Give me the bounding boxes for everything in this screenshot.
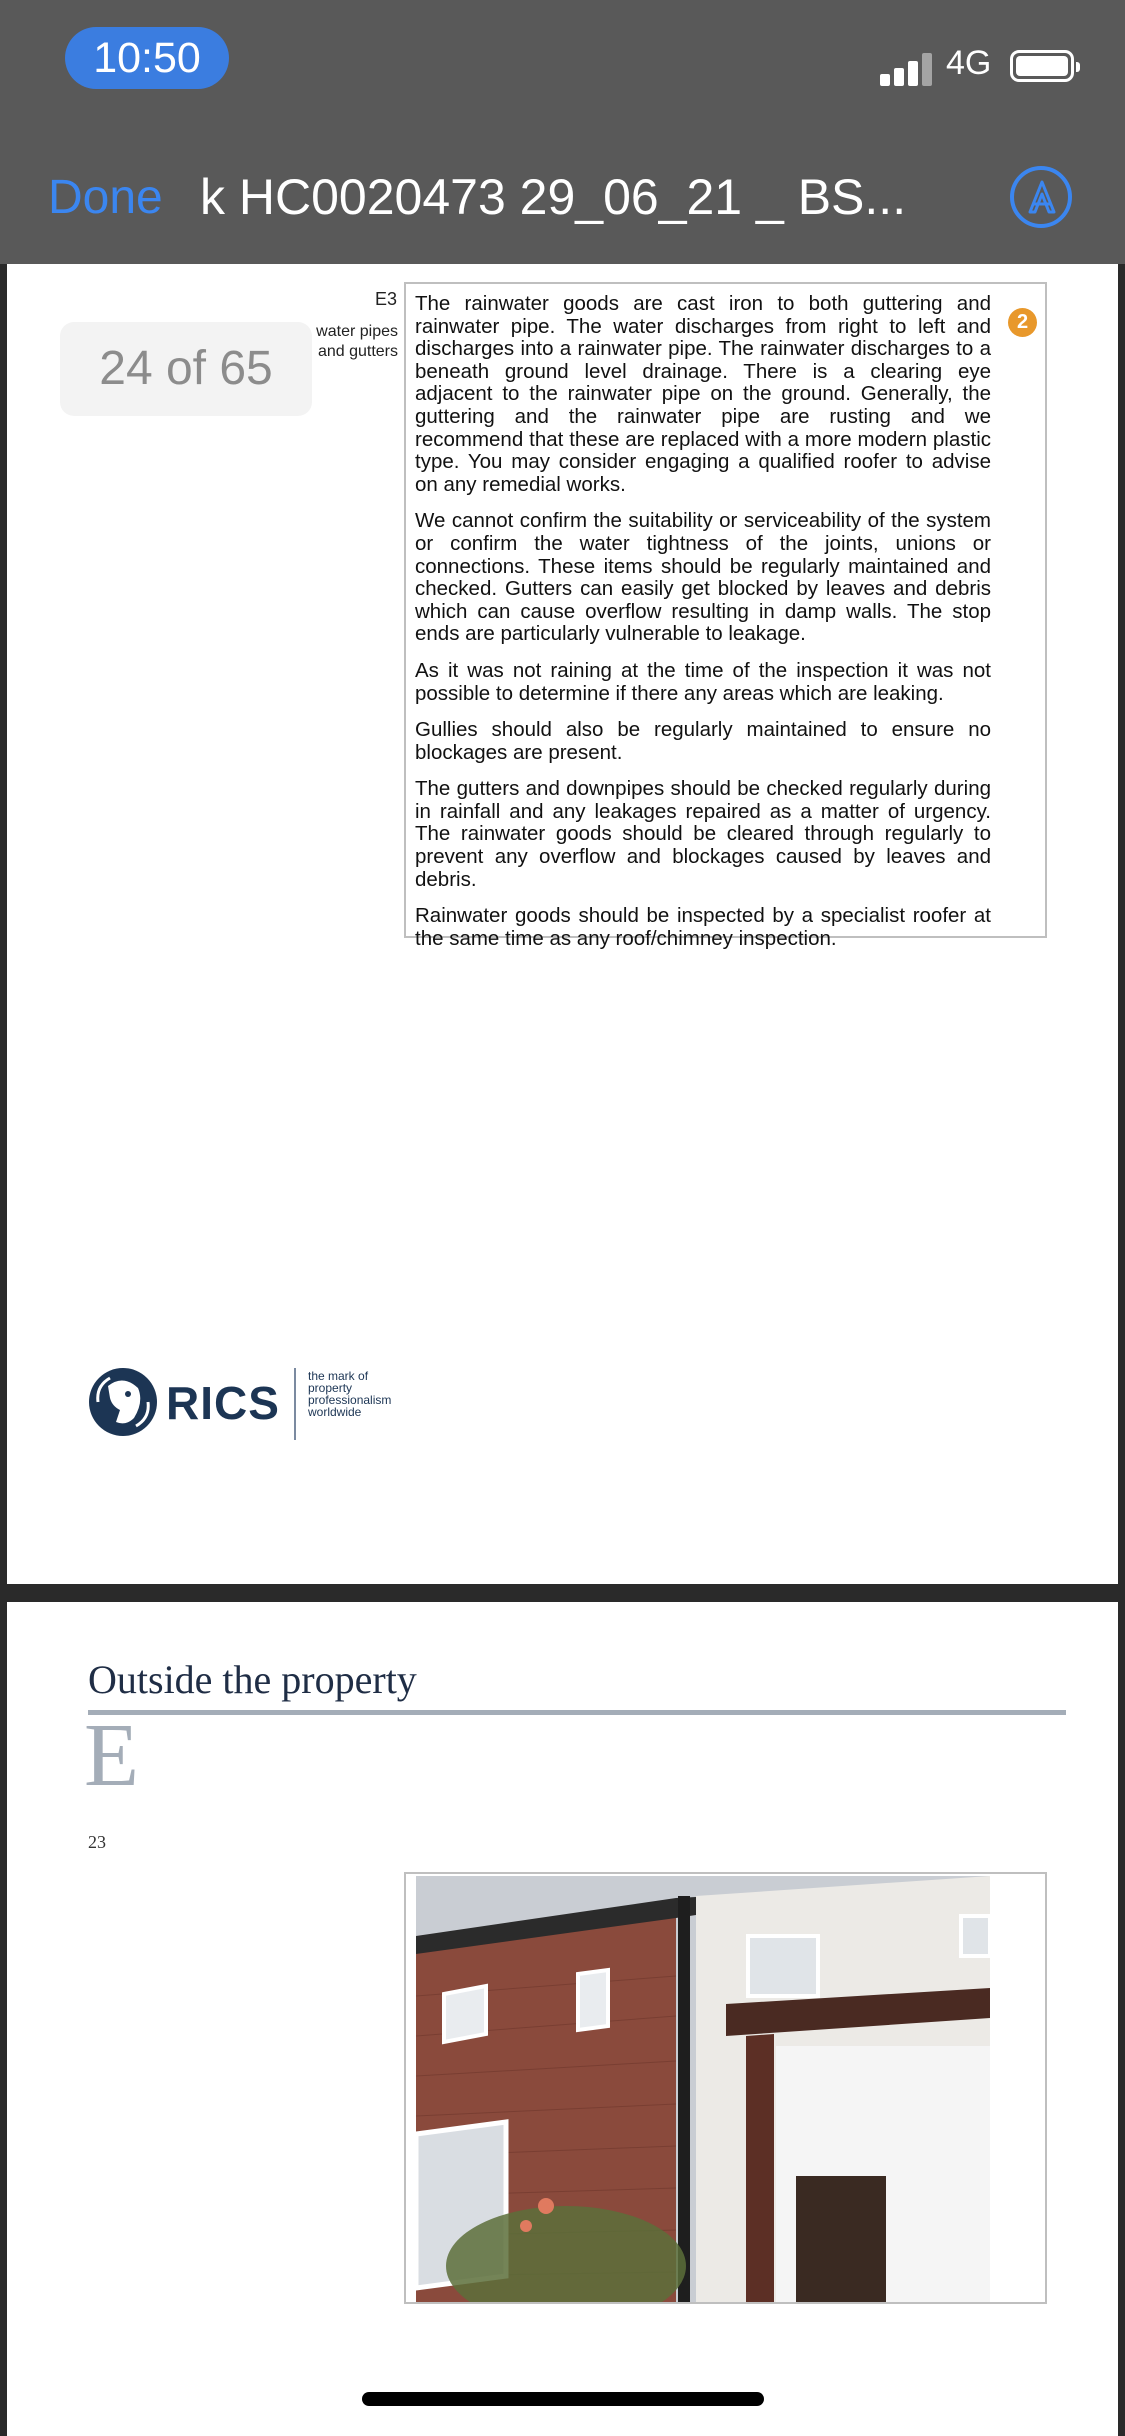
status-time: 10:50 (65, 27, 229, 89)
page-number: 23 (88, 1832, 106, 1852)
rics-logo (86, 1364, 426, 1440)
paragraph: The rainwater goods are cast iron to both guttering and rainwater pipe. The water discharges from right to left and discharges into a rainwater pipe. The rainwater discharges to a beneath ground level drainage. There is a clearing eye adjacent to the rainwater pipe on the ground. Generally, the guttering and the rainwater pipe are rusting and we recommend that these are replaced with a more modern plastic type. You may consider engaging a qualified roofer to advise on any remedial works. (415, 292, 991, 496)
condition-rating-badge: 2 (1008, 308, 1037, 337)
section-code: E3 (375, 289, 398, 309)
paragraph: We cannot confirm the suitability or serviceability of the system or confirm the water tightness of the joints, unions or connections. These items should be regularly maintained and checked. Gutters can easily get blocked by leaves and debris which can cause overflow resulting in damp walls. The stop ends are particularly vulnerable to leakage. (415, 509, 991, 646)
photo-frame (404, 1872, 1047, 2304)
network-label: 4G (946, 44, 992, 82)
rics-tagline: the mark of property professionalism worldwide (308, 1369, 392, 1419)
page-indicator: 24 of 65 (60, 322, 312, 416)
rics-wordmark: RICS (166, 1377, 280, 1429)
done-button[interactable]: Done (48, 171, 163, 224)
logo-divider (294, 1368, 296, 1440)
battery-icon (1010, 50, 1074, 82)
section-text-box (404, 282, 1047, 950)
house-photo (416, 1876, 990, 2302)
pen-markup-icon (1024, 178, 1060, 218)
markup-button[interactable] (1010, 166, 1072, 228)
document-title: k HC0020473 29_06_21 _ BS... (200, 169, 907, 225)
signal-icon (880, 52, 932, 86)
section-letter: E (84, 1706, 139, 1805)
paragraph: Rainwater goods should be inspected by a specialist roofer at the same time as any roof/chimney inspection. (415, 904, 991, 950)
heading-rule (88, 1710, 1066, 1715)
page-heading: Outside the property (88, 1657, 417, 1702)
home-indicator[interactable] (362, 2392, 764, 2406)
lion-logo-icon (86, 1366, 160, 1438)
section-name: water pipes and gutters (316, 323, 398, 360)
top-bar (0, 0, 1125, 264)
paragraph: As it was not raining at the time of the inspection it was not possible to determine if there any areas which are leaking. (415, 658, 991, 705)
paragraph: The gutters and downpipes should be checked regularly during in rainfall and any leakages repaired as a matter of urgency. The rainwater goods should be cleared through regularly to prevent any overflow and blockages caused by leaves and debris. (415, 777, 991, 891)
paragraph: Gullies should also be regularly maintained to ensure no blockages are present. (415, 718, 991, 764)
